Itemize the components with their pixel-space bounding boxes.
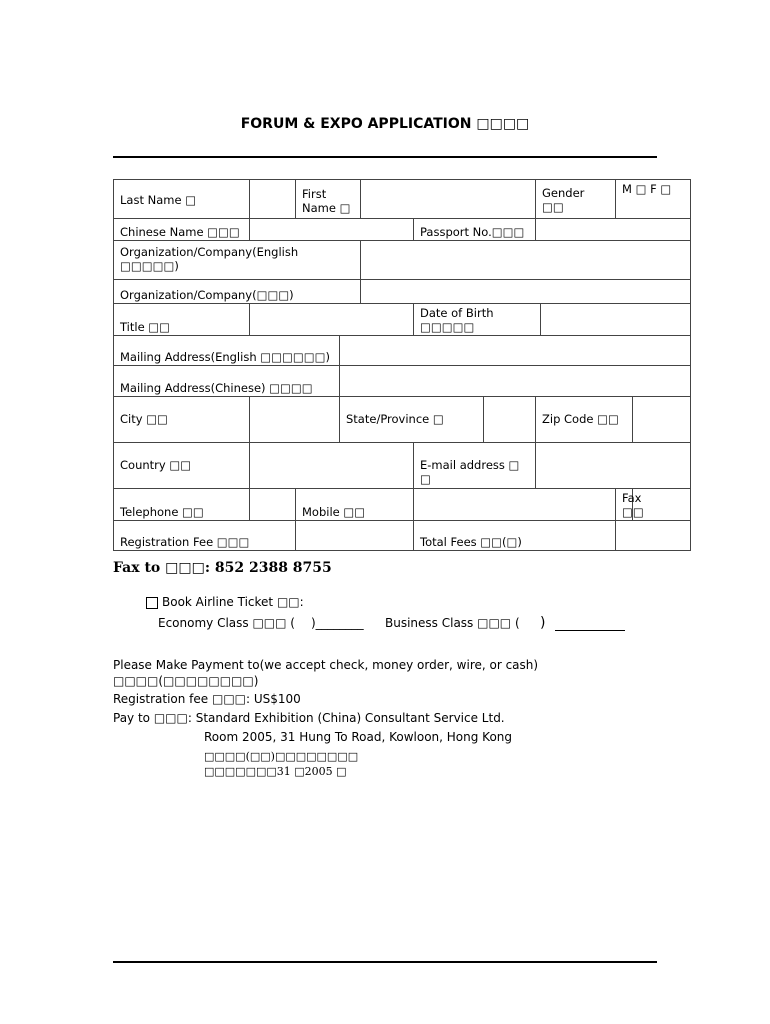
org-chinese-input[interactable]	[361, 280, 691, 304]
zip-input[interactable]	[633, 397, 691, 443]
mobile-input[interactable]	[414, 489, 616, 521]
country-label: Country □□	[114, 443, 250, 489]
reg-fee-label: Registration Fee □□□	[114, 521, 296, 551]
reg-fee-input[interactable]	[296, 521, 414, 551]
mail-chinese-input[interactable]	[340, 366, 691, 397]
chinese-name-input[interactable]	[250, 219, 414, 241]
business-class-label: Business Class □□□ (	[385, 616, 520, 630]
mail-chinese-label: Mailing Address(Chinese) □□□□	[114, 366, 340, 397]
company-chinese: □□□□(□□)□□□□□□□□	[204, 750, 359, 763]
gender-label: Gender □□	[536, 180, 616, 219]
state-input[interactable]	[484, 397, 536, 443]
org-english-input[interactable]	[361, 241, 691, 280]
application-form	[113, 179, 691, 551]
fax-label: Fax □□	[616, 489, 633, 521]
page-title: FORUM & EXPO APPLICATION □□□□	[240, 116, 530, 132]
title-input[interactable]	[250, 304, 414, 336]
gender-options[interactable]: M □ F □	[616, 180, 691, 219]
telephone-input[interactable]	[250, 489, 296, 521]
total-fees-input[interactable]	[616, 521, 691, 551]
total-fees-label: Total Fees □□(□)	[414, 521, 616, 551]
last-name-label: Last Name □	[114, 180, 250, 219]
book-ticket-checkbox[interactable]	[146, 597, 158, 609]
city-label: City □□	[114, 397, 250, 443]
top-divider	[113, 156, 657, 158]
title-label: Title □□	[114, 304, 250, 336]
email-label: E-mail address □ □	[414, 443, 536, 489]
org-english-label: Organization/Company(English □□□□□)	[114, 241, 361, 280]
book-ticket-row	[146, 595, 304, 609]
org-chinese-label: Organization/Company(□□□)	[114, 280, 361, 304]
address-english: Room 2005, 31 Hung To Road, Kowloon, Hong Kong	[204, 730, 513, 744]
zip-label: Zip Code □□	[536, 397, 633, 443]
email-input[interactable]	[536, 443, 691, 489]
fax-to-line: Fax to □□□: 852 2388 8755	[113, 560, 332, 576]
business-class-blank[interactable]	[555, 630, 625, 631]
pay-to-line: Pay to □□□: Standard Exhibition (China) Consultant Service Ltd.	[113, 711, 505, 725]
economy-class-label: Economy Class □□□ (	[158, 616, 295, 630]
economy-class-blank[interactable]: )________	[311, 616, 364, 630]
passport-label: Passport No.□□□	[414, 219, 536, 241]
dob-input[interactable]	[541, 304, 691, 336]
city-input[interactable]	[250, 397, 340, 443]
passport-input[interactable]	[536, 219, 691, 241]
dob-label: Date of Birth □□□□□	[414, 304, 541, 336]
payment-instruction: Please Make Payment to(we accept check, money order, wire, or cash) □□□□(□□□□□□□□)	[113, 658, 539, 688]
country-input[interactable]	[250, 443, 414, 489]
book-ticket-label: Book Airline Ticket □□:	[162, 595, 304, 609]
mobile-label: Mobile □□	[296, 489, 414, 521]
state-label: State/Province □	[340, 397, 484, 443]
business-class-close: )	[540, 615, 546, 631]
chinese-name-label: Chinese Name □□□	[114, 219, 250, 241]
mail-english-label: Mailing Address(English □□□□□□)	[114, 336, 340, 366]
registration-fee-line: Registration fee □□□: US$100	[113, 692, 301, 706]
telephone-label: Telephone □□	[114, 489, 250, 521]
last-name-input[interactable]	[250, 180, 296, 219]
bottom-divider	[113, 961, 657, 963]
mail-english-input[interactable]	[340, 336, 691, 366]
first-name-label: First Name □	[296, 180, 361, 219]
address-chinese: □□□□□□□31 □2005 □	[204, 765, 347, 778]
first-name-input[interactable]	[361, 180, 536, 219]
